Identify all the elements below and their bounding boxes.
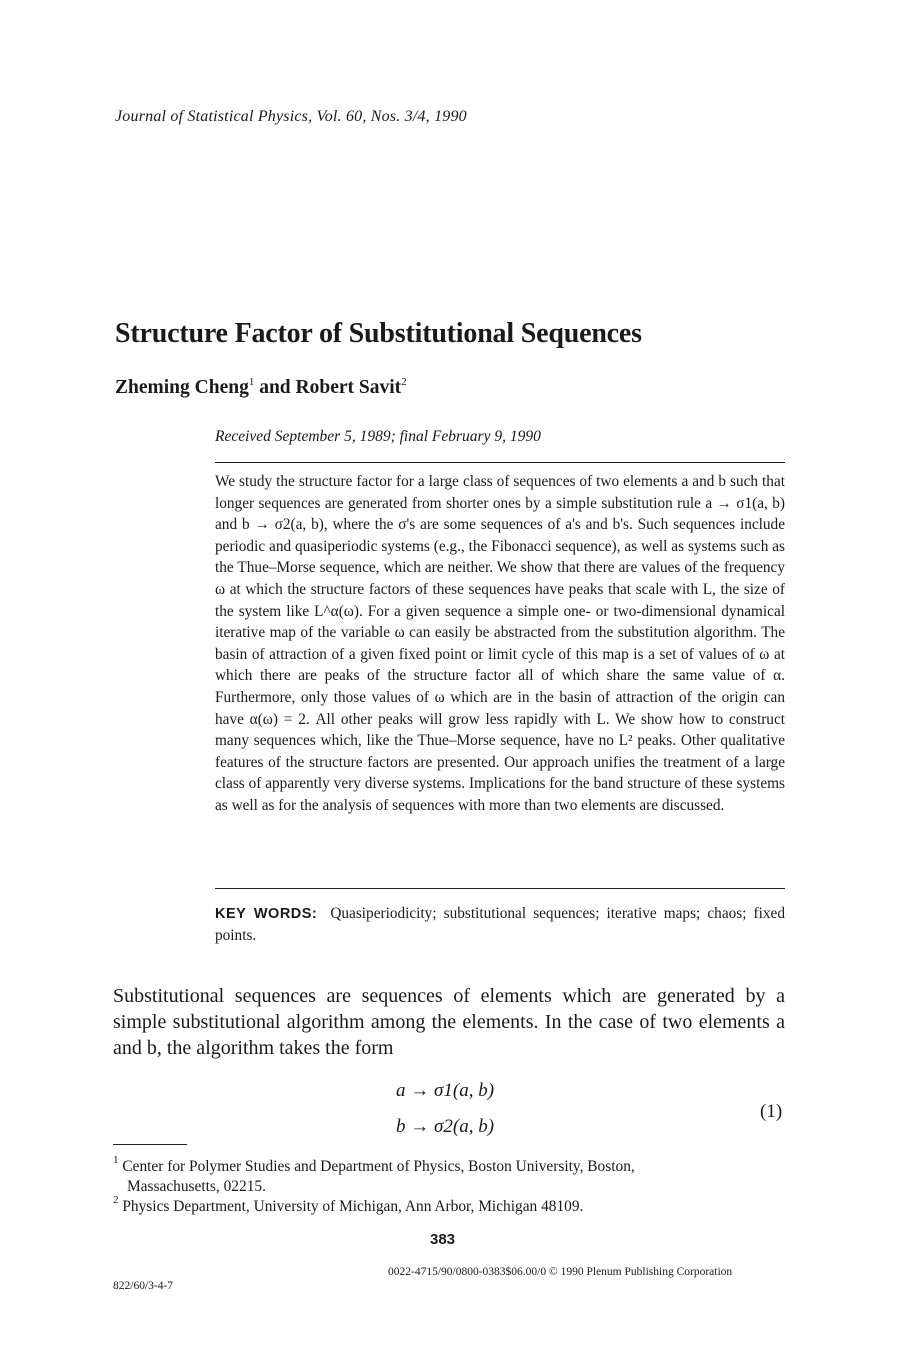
- article-title: Structure Factor of Substitutional Sequences: [115, 318, 642, 349]
- footnote-1-mark: 1: [113, 1154, 119, 1166]
- footnote-2-mark: 2: [113, 1194, 119, 1206]
- equation-line-1: a → σ1(a, b): [396, 1080, 495, 1101]
- author-2-mark: 2: [401, 376, 407, 388]
- authors: [115, 377, 407, 399]
- keywords-label: KEY WORDS:: [215, 906, 318, 922]
- page-number: 383: [430, 1231, 456, 1248]
- author-2: Robert Savit: [295, 377, 402, 398]
- footnote-rule: [113, 1144, 187, 1145]
- print-code: 822/60/3-4-7: [113, 1280, 174, 1292]
- footnote-2: [113, 1194, 786, 1217]
- author-join: and: [254, 377, 296, 398]
- journal-header: Journal of Statistical Physics, Vol. 60, Nos. 3/4, 1990: [115, 108, 467, 125]
- received-dates: Received September 5, 1989; final February 9, 1990: [215, 428, 541, 445]
- abstract-bottom-rule: [215, 888, 785, 889]
- keywords: [215, 903, 785, 947]
- equation-number: (1): [760, 1101, 783, 1122]
- copyright-line: 0022-4715/90/0800-0383$06.00/0 © 1990 Plenum Publishing Corporation: [388, 1266, 733, 1278]
- author-1: Zheming Cheng: [115, 377, 249, 398]
- footnote-2-text: Physics Department, University of Michigan, Ann Arbor, Michigan 48109.: [122, 1198, 584, 1215]
- footnote-1-line1: Center for Polymer Studies and Department of Physics, Boston University, Boston,: [122, 1158, 635, 1175]
- body-paragraph: Substitutional sequences are sequences of elements which are generated by a simple substitutional algorithm among the elements. In the case of two elements a and b, the algorithm takes the form: [113, 985, 785, 1059]
- keywords-text: Quasiperiodicity; substitutional sequences; iterative maps; chaos; fixed points.: [215, 905, 785, 944]
- equation-line-2: b → σ2(a, b): [396, 1116, 495, 1137]
- footnote-1: [113, 1154, 786, 1197]
- footnote-1-line2: Massachusetts, 02215.: [127, 1178, 266, 1195]
- abstract-top-rule: [215, 462, 785, 463]
- author-1-mark: 1: [248, 376, 255, 388]
- abstract: We study the structure factor for a large class of sequences of two elements a and b such that longer sequences are generated from shorter ones by a simple substitution rule a → σ1(a, b) and b → σ2(a, b), where the σ's are some sequences of a's and b's. Such sequences include periodic and quasiperiodic systems (e.g., the Fibonacci sequence), as well as systems such as the Thue–Morse sequence, which are neither. We show that there are values of the frequency ω at which the structure factors of these sequences have peaks that scale with L, the size of the system like L^α(ω). For a given sequence a simple one- or two-dimensional dynamical iterative map of the variable ω can easily be abstracted from the substitution algorithm. The basin of attraction of a given fixed point or limit cycle of this map is a set of values of ω at which there are peaks of the structure factor all of which share the same value of α. Furthermore, only those values of ω which are in the basin of attraction of the origin can have α(ω) = 2. All other peaks will grow less rapidly with L. We show how to construct many sequences which, like the Thue–Morse sequence, have no L² peaks. Other qualitative features of the structure factors are presented. Our approach unifies the treatment of a large class of apparently very diverse systems. Implications for the band structure of these systems as well as for the analysis of sequences with more than two elements are discussed.: [215, 473, 785, 814]
